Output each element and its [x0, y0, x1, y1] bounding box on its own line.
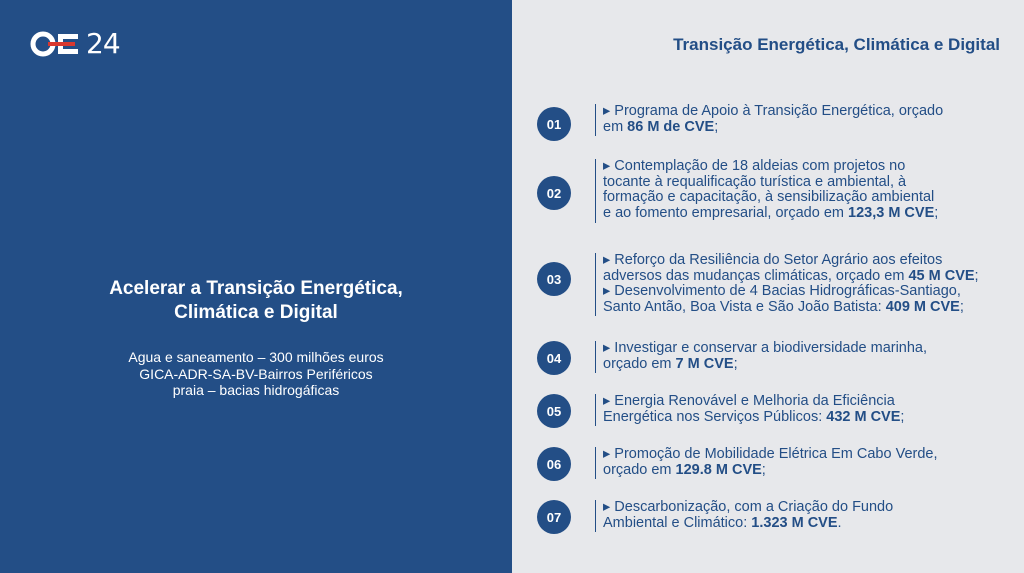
left-sub-line-2: GICA-ADR-SA-BV-Bairros Periféricos [139, 365, 373, 382]
item-line-text: adversos das mudanças climáticas, orçado em [603, 267, 909, 284]
left-title-line-1: Acelerar a Transição Energética, [109, 278, 403, 299]
item-line [603, 206, 1017, 222]
item-text [603, 253, 1017, 315]
item-line-text: ▸ Energia Renovável e Melhoria da Eficiência [603, 393, 895, 409]
item-line-text: orçado em [603, 355, 676, 372]
item-number-badge: 05 [537, 394, 571, 428]
list-item [537, 341, 1017, 377]
list-item [537, 500, 1017, 536]
item-number-badge: 04 [537, 341, 571, 375]
item-number-badge: 07 [537, 500, 571, 534]
item-line [603, 253, 1017, 269]
item-line [603, 159, 1017, 175]
item-line [603, 394, 1017, 410]
item-divider [595, 394, 596, 426]
item-line-end: ; [900, 408, 905, 425]
item-number-badge: 01 [537, 107, 571, 141]
item-line [603, 190, 1017, 206]
left-sub-line-3: praia – bacias hidrogáficas [172, 382, 340, 398]
list-item [537, 253, 1017, 320]
item-divider [595, 253, 596, 316]
item-text [603, 447, 1017, 478]
item-line [603, 284, 1017, 300]
right-title: Transição Energética, Climática e Digital [673, 35, 1000, 54]
item-amount: 7 M CVE [675, 355, 734, 372]
item-line-text: tocante à requalificação turística e ambiental, à [603, 173, 907, 190]
left-sub-line-1: Agua e saneamento – 300 milhões euros [128, 349, 384, 365]
item-line-end: ; [761, 461, 766, 478]
logo-number: 24 [86, 27, 120, 60]
item-text [603, 394, 1017, 425]
item-line-text: Ambiental e Climático: [603, 514, 752, 531]
item-line-text: ▸ Contemplação de 18 aldeias com projetos no [603, 158, 906, 174]
item-line-text: em [603, 118, 628, 135]
item-line-end: . [837, 514, 842, 531]
item-line-text: ▸ Promoção de Mobilidade Elétrica Em Cabo Verde, [603, 446, 938, 462]
left-title [0, 277, 512, 325]
left-subtitle [0, 349, 512, 399]
item-line [603, 175, 1017, 191]
item-divider [595, 159, 596, 223]
item-line-text: orçado em [603, 461, 676, 478]
item-amount: 409 M CVE [885, 298, 960, 315]
item-line [603, 463, 1017, 479]
item-divider [595, 500, 596, 532]
item-line [603, 120, 1017, 136]
item-amount: 45 M CVE [908, 267, 975, 284]
item-line [603, 516, 1017, 532]
item-divider [595, 341, 596, 373]
item-line-text: Energética nos Serviços Públicos: [603, 408, 827, 425]
item-divider [595, 447, 596, 479]
item-line-text: ▸ Descarbonização, com a Criação do Fundo [603, 499, 894, 515]
item-line [603, 357, 1017, 373]
oe-logo-mark-icon [30, 28, 86, 60]
item-text [603, 159, 1017, 221]
oe24-logo [30, 28, 120, 60]
item-line-text: ▸ Desenvolvimento de 4 Bacias Hidrográficas-Santiago, [603, 283, 961, 300]
item-line [603, 104, 1017, 120]
item-line-end: ; [733, 355, 738, 372]
list-item [537, 447, 1017, 483]
item-line-text: e ao fomento empresarial, orçado em [603, 204, 849, 221]
item-line-end: ; [974, 267, 979, 284]
list-item [537, 159, 1017, 227]
left-title-line-2: Climática e Digital [174, 302, 338, 323]
item-amount: 123,3 M CVE [848, 204, 935, 221]
item-number-badge: 03 [537, 262, 571, 296]
item-line-text: formação e capacitação, à sensibilização ambiental [603, 189, 935, 206]
item-amount: 1.323 M CVE [751, 514, 838, 531]
item-line-text: ▸ Reforço da Resiliência do Setor Agrário aos efeitos [603, 252, 943, 268]
item-line [603, 341, 1017, 357]
item-line-end: ; [934, 204, 939, 221]
item-line [603, 300, 1017, 316]
item-line-end: ; [959, 298, 964, 315]
item-line-text: ▸ Programa de Apoio à Transição Energética, orçado [603, 103, 944, 119]
item-amount: 129.8 M CVE [675, 461, 762, 478]
list-item [537, 394, 1017, 430]
item-amount: 86 M de CVE [627, 118, 715, 135]
item-divider [595, 104, 596, 136]
item-amount: 432 M CVE [826, 408, 901, 425]
item-line [603, 410, 1017, 426]
item-line-end: ; [714, 118, 719, 135]
item-line [603, 269, 1017, 285]
item-line [603, 500, 1017, 516]
item-number-badge: 02 [537, 176, 571, 210]
item-line-text: Santo Antão, Boa Vista e São João Batista: [603, 298, 886, 315]
item-line-text: ▸ Investigar e conservar a biodiversidade marinha, [603, 340, 928, 356]
item-text [603, 341, 1017, 372]
item-line [603, 447, 1017, 463]
item-text [603, 104, 1017, 135]
item-number-badge: 06 [537, 447, 571, 481]
list-item [537, 104, 1017, 140]
item-text [603, 500, 1017, 531]
